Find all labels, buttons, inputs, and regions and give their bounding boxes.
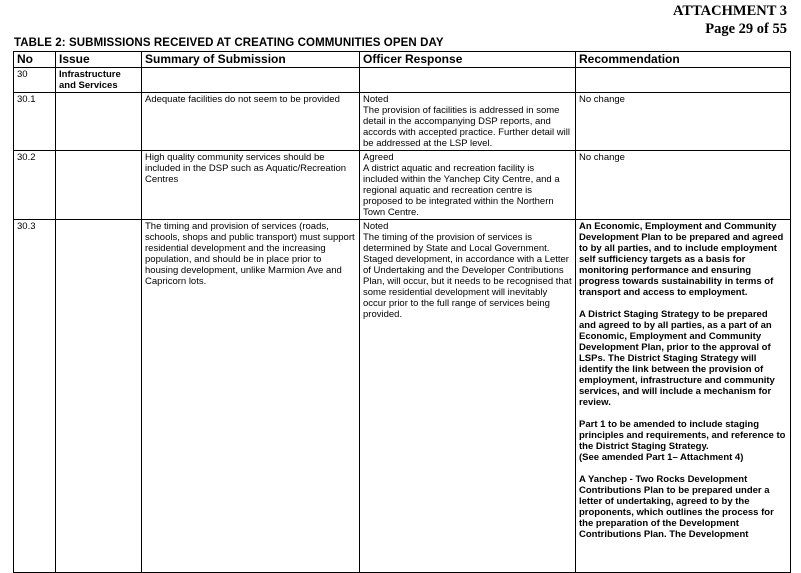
column-header-issue: Issue — [56, 52, 142, 68]
response-status: Noted — [363, 221, 389, 232]
cell-recommendation — [576, 220, 791, 573]
cell-summary: High quality community services should be included in the DSP such as Aquatic/Recreation Centres — [142, 151, 360, 220]
cell-no: 30 — [14, 68, 56, 93]
cell-summary — [142, 68, 360, 93]
cell-issue — [56, 93, 142, 151]
recommendation-paragraph: (See amended Part 1– Attachment 4) — [579, 452, 744, 463]
table-row — [14, 151, 791, 220]
table-row — [14, 220, 791, 573]
recommendation-text: No change — [579, 152, 625, 163]
recommendation-paragraph: Part 1 to be amended to include staging principles and requirements, and reference to the District Staging Strategy. — [579, 419, 786, 452]
cell-recommendation — [576, 151, 791, 220]
response-text: The timing of the provision of services is determined by State and Local Government. Staged development, in accordance with a Letter of Undertaking and the Developer Contributions Plan, will occur, but it needs to be recognised that some residential development will inevitably occur prior to the full range of services being provided. — [363, 232, 572, 320]
cell-summary: Adequate facilities do not seem to be provided — [142, 93, 360, 151]
column-header-response: Officer Response — [360, 52, 576, 68]
response-status: Agreed — [363, 152, 394, 163]
recommendation-paragraph: A District Staging Strategy to be prepared and agreed to by all parties, as a part of an Economic, Employment and Community Development Plan, prior to the approval of LSPs. The District Staging Strategy will identify the link between the provision of employment, infrastructure and community services, and will include a mechanism for review. — [579, 309, 775, 408]
recommendation-paragraph: A Yanchep - Two Rocks Development Contributions Plan to be prepared under a letter of undertaking, agreed to by the proponents, which outlines the process for the preparation of the Development Contributions Plan. The Development — [579, 474, 774, 540]
table-row — [14, 93, 791, 151]
cell-summary: The timing and provision of services (roads, schools, shops and public transport) must support residential development and the increasing population, and should be in place prior to housing development, unlike Marmion Ave and Capricorn lots. — [142, 220, 360, 573]
cell-issue — [56, 220, 142, 573]
column-header-recommendation: Recommendation — [576, 52, 791, 68]
table-row — [14, 68, 791, 93]
response-text: The provision of facilities is addressed in some detail in the accompanying DSP reports, and accords with accepted practice. Further detail will be addressed at the LSP level. — [363, 105, 570, 149]
attachment-label: ATTACHMENT 3 — [673, 3, 787, 19]
cell-response — [360, 220, 576, 573]
cell-issue: Infrastructure and Services — [56, 68, 142, 93]
cell-recommendation — [576, 93, 791, 151]
recommendation-text: No change — [579, 94, 625, 105]
recommendation-paragraph: An Economic, Employment and Community Development Plan to be prepared and agreed to by all parties, and to include employment self sufficiency targets as a basis for monitoring performance and ensuring progress towards sustainability in terms of transport and access to employment. — [579, 221, 784, 298]
attachment-header — [673, 2, 787, 38]
cell-issue — [56, 151, 142, 220]
cell-no: 30.2 — [14, 151, 56, 220]
column-header-summary: Summary of Submission — [142, 52, 360, 68]
cell-response — [360, 93, 576, 151]
column-header-no: No — [14, 52, 56, 68]
response-status: Noted — [363, 94, 389, 105]
cell-recommendation — [576, 68, 791, 93]
submissions-table — [13, 51, 791, 573]
page-number: Page 29 of 55 — [705, 21, 787, 37]
table-header-row — [14, 52, 791, 68]
cell-response — [360, 151, 576, 220]
table-title: TABLE 2: SUBMISSIONS RECEIVED AT CREATING COMMUNITIES OPEN DAY — [14, 37, 444, 49]
cell-response — [360, 68, 576, 93]
cell-no: 30.1 — [14, 93, 56, 151]
response-text: A district aquatic and recreation facility is included within the Yanchep City Centre, and a regional aquatic and recreation centre is proposed to be integrated within the Northern Town Centre. — [363, 163, 560, 218]
cell-no: 30.3 — [14, 220, 56, 573]
